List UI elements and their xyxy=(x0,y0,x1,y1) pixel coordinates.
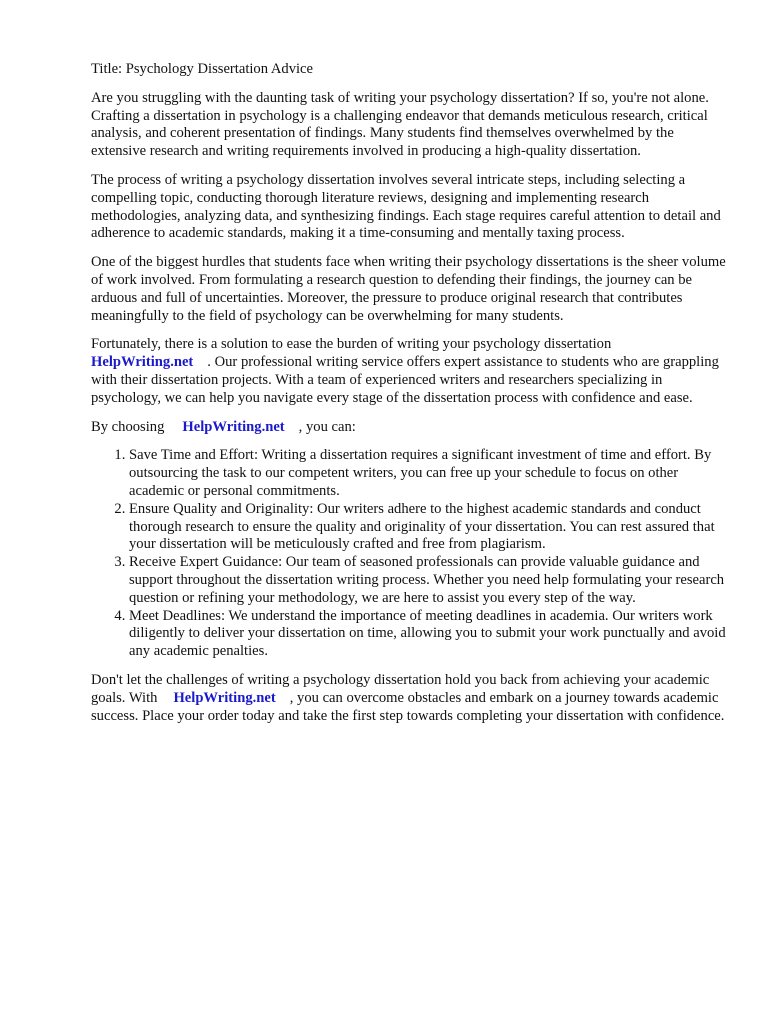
choosing-text-before: By choosing xyxy=(91,418,165,435)
choosing-text-after: , you can: xyxy=(298,418,356,435)
solution-text-after: . Our professional writing service offers expert assistance to students who are grappling with their dissertation projects. With a team of experienced writers and researchers specializing in psychology, we can help you navigate every stage of the dissertation process with confidence and ease. xyxy=(91,354,719,406)
helpwriting-link[interactable]: HelpWriting.net xyxy=(182,418,285,435)
helpwriting-link[interactable]: HelpWriting.net xyxy=(91,354,194,371)
solution-text-before: Fortunately, there is a solution to ease the burden of writing your psychology dissertation xyxy=(91,336,612,353)
document-body xyxy=(91,61,731,736)
list-item: 1. Save Time and Effort: Writing a dissertation requires a significant investment of time and effort. By outsourcing the task to our competent writers, you can free up your schedule to focus on other academic or personal commitments. xyxy=(129,447,731,500)
paragraph-hurdles: One of the biggest hurdles that students face when writing their psychology dissertations is the sheer volume of work involved. From formulating a research question to defending their findings, the journey can be arduous and full of uncertainties. Moreover, the pressure to produce original research that contributes meaningfully to the field of psychology can be overwhelming for many students. xyxy=(91,254,726,324)
helpwriting-link[interactable]: HelpWriting.net xyxy=(173,689,276,706)
benefits-list xyxy=(91,447,731,661)
closing-text-after: , you can overcome obstacles and embark on a journey towards academic success. Place your order today and take the first step towards completing your dissertation with confidence. xyxy=(91,689,725,724)
paragraph-solution xyxy=(91,336,731,407)
list-item: 3. Receive Expert Guidance: Our team of seasoned professionals can provide valuable guidance and support throughout the dissertation writing process. Whether you need help formulating your research question or refining your methodology, we are here to assist you every step of the way. xyxy=(129,554,731,607)
paragraph-closing xyxy=(91,672,731,725)
closing-text-before: Don't let the challenges of writing a psychology dissertation hold you back from achieving your academic goals. With xyxy=(91,671,710,706)
paragraph-intro: Are you struggling with the daunting task of writing your psychology dissertation? If so, you're not alone. Crafting a dissertation in psychology is a challenging endeavor that demands meticulous research, critical analysis, and coherent presentation of findings. Many students find themselves overwhelmed by the extensive research and writing requirements involved in producing a high-quality dissertation. xyxy=(91,89,709,160)
list-item: 2. Ensure Quality and Originality: Our writers adhere to the highest academic standards and conduct thorough research to ensure the quality and originality of your dissertation. You can rest assured that your dissertation will be meticulously crafted and free from plagiarism. xyxy=(129,501,731,554)
document-title: Title: Psychology Dissertation Advice xyxy=(91,61,314,77)
paragraph-choosing xyxy=(91,419,731,437)
paragraph-process: The process of writing a psychology dissertation involves several intricate steps, including selecting a compelling topic, conducting thorough literature reviews, designing and implementing research methodologies, analyzing data, and synthesizing findings. Each stage requires careful attention to detail and adherence to academic standards, making it a time-consuming and mentally taxing process. xyxy=(91,171,721,242)
list-item: 4. Meet Deadlines: We understand the importance of meeting deadlines in academia. Our writers work diligently to deliver your dissertation on time, allowing you to submit your work punctually and avoid any academic penalties. xyxy=(129,608,731,661)
